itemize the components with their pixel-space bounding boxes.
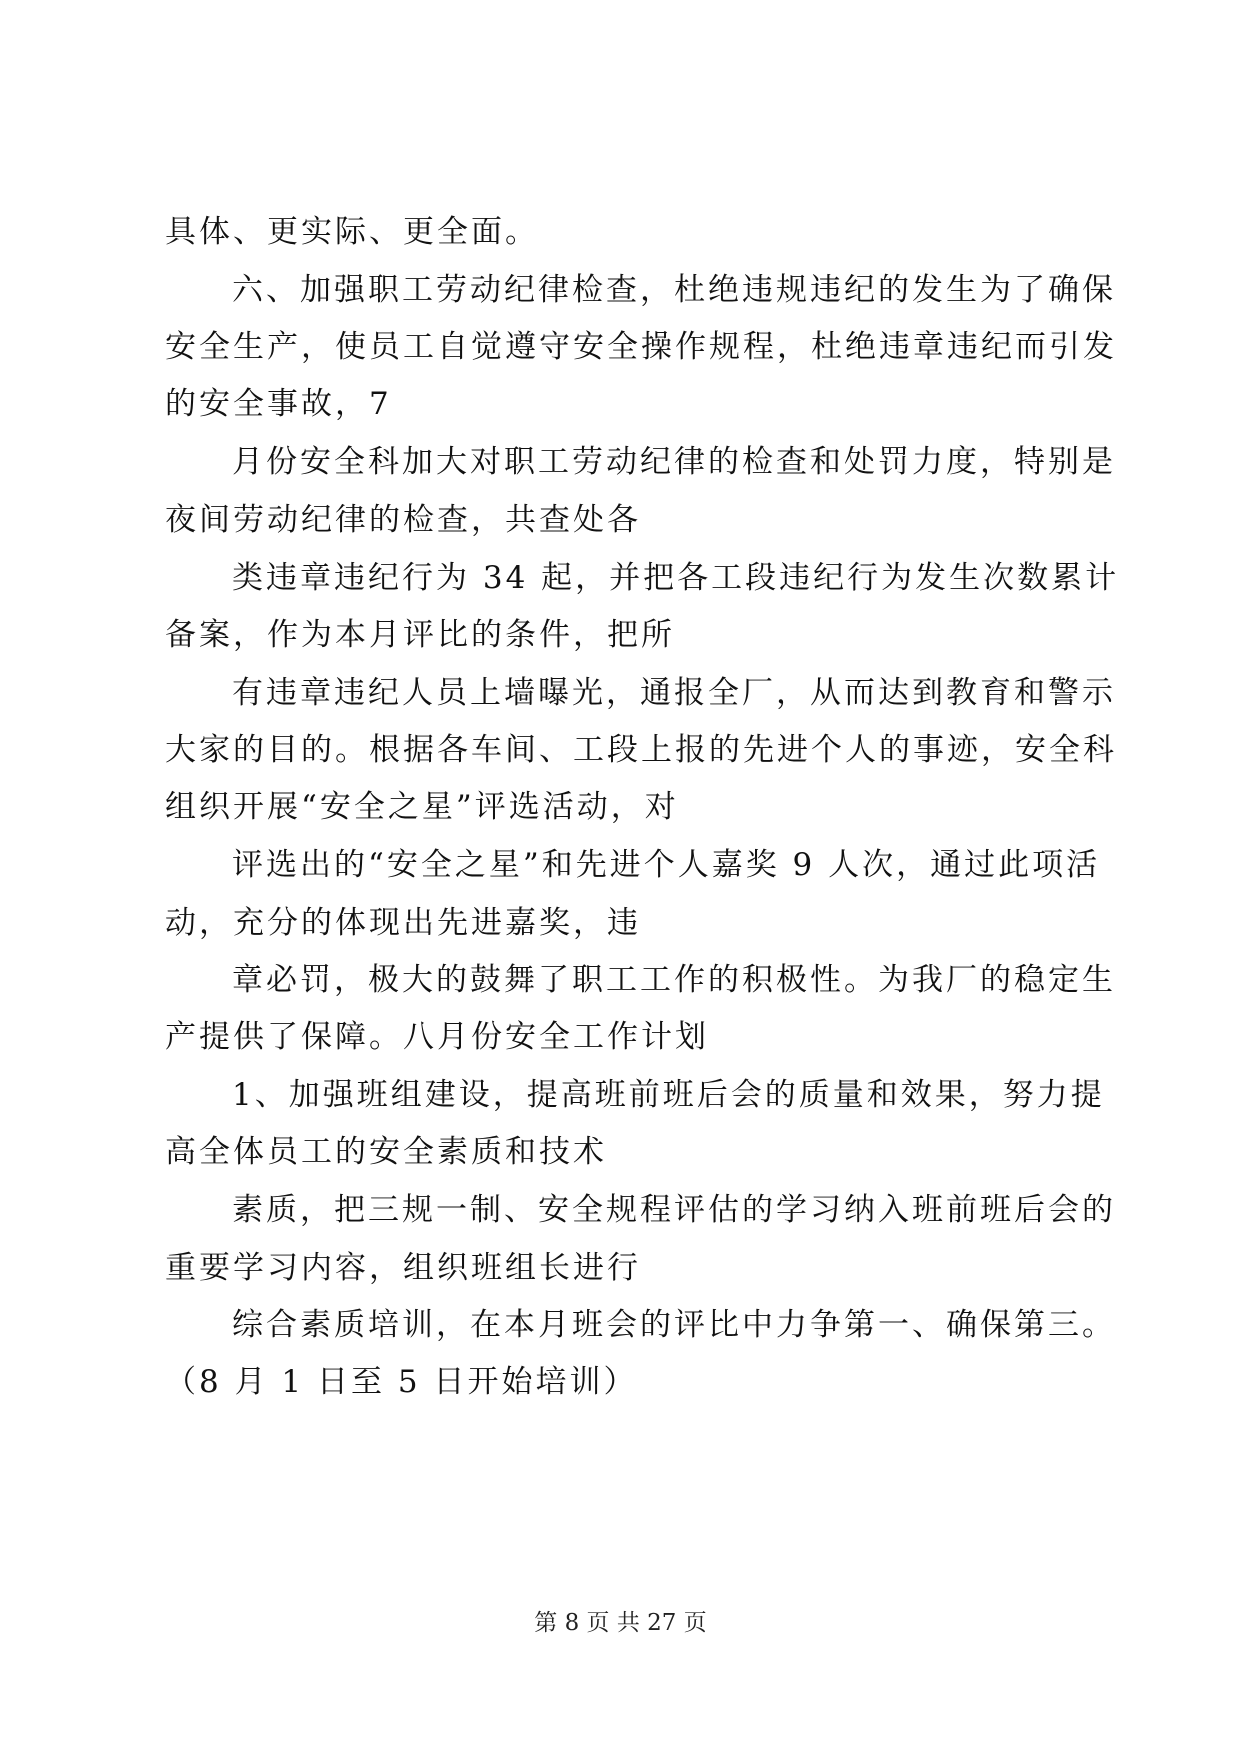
text-line: 1、加强班组建设，提高班前班后会的质量和效果，努力提 — [232, 1077, 1105, 1113]
text-line: （8 月 1 日至 5 日开始培训） — [165, 1364, 638, 1400]
text-line: 组织开展“安全之星”评选活动，对 — [165, 789, 679, 825]
text-line: 动，充分的体现出先进嘉奖，违 — [165, 905, 641, 941]
text-line: 备案，作为本月评比的条件，把所 — [165, 617, 675, 653]
text-line: 综合素质培训，在本月班会的评比中力争第一、确保第三。 — [232, 1307, 1116, 1343]
text-line: 评选出的“安全之星”和先进个人嘉奖 9 人次，通过此项活 — [232, 847, 1101, 883]
text-line: 安全生产，使员工自觉遵守安全操作规程，杜绝违章违纪而引发 — [165, 329, 1117, 365]
page-number-footer: 第 8 页 共 27 页 — [534, 1610, 707, 1636]
text-line: 产提供了保障。八月份安全工作计划 — [165, 1019, 709, 1055]
text-line: 大家的目的。根据各车间、工段上报的先进个人的事迹，安全科 — [165, 732, 1117, 768]
text-line: 素质，把三规一制、安全规程评估的学习纳入班前班后会的 — [232, 1192, 1116, 1228]
text-line: 具体、更实际、更全面。 — [165, 214, 539, 250]
text-line: 章必罚，极大的鼓舞了职工工作的积极性。为我厂的稳定生 — [232, 962, 1116, 998]
text-line: 重要学习内容，组织班组长进行 — [165, 1250, 641, 1286]
text-line: 高全体员工的安全素质和技术 — [165, 1134, 607, 1170]
text-line: 的安全事故，7 — [165, 386, 392, 422]
text-line: 类违章违纪行为 34 起，并把各工段违纪行为发生次数累计 — [232, 560, 1120, 596]
text-line: 月份安全科加大对职工劳动纪律的检查和处罚力度，特别是 — [232, 444, 1116, 480]
text-line: 夜间劳动纪律的检查，共查处各 — [165, 502, 641, 538]
text-line: 六、加强职工劳动纪律检查，杜绝违规违纪的发生为了确保 — [232, 272, 1116, 308]
text-line: 有违章违纪人员上墙曝光，通报全厂，从而达到教育和警示 — [232, 675, 1116, 711]
